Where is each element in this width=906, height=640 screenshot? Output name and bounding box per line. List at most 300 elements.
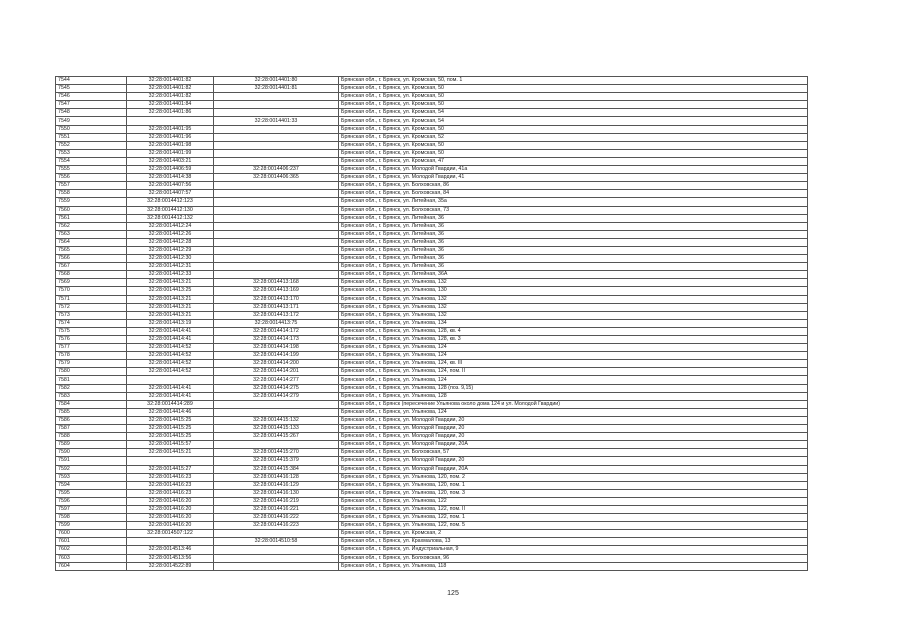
parcel-number-cell [127, 117, 214, 125]
parcel-number-cell: 32:28:0014414:289 [127, 400, 214, 408]
row-number-cell: 7604 [56, 562, 127, 570]
table-row [56, 562, 808, 570]
row-number-cell: 7571 [56, 295, 127, 303]
parcel-number-cell: 32:28:0014401:99 [127, 149, 214, 157]
address-cell: Брянская обл., г. Брянск, ул. Кромская, 54 [339, 117, 808, 125]
row-number-cell: 7549 [56, 117, 127, 125]
row-number-cell: 7548 [56, 109, 127, 117]
building-number-cell: 32:28:0014413:171 [214, 303, 339, 311]
table-row [56, 77, 808, 85]
table-row [56, 287, 808, 295]
building-number-cell: 32:28:0014415:132 [214, 416, 339, 424]
building-number-cell [214, 190, 339, 198]
row-number-cell: 7598 [56, 514, 127, 522]
parcel-number-cell: 32:28:0014413:25 [127, 287, 214, 295]
building-number-cell [214, 554, 339, 562]
parcel-number-cell: 32:28:0014412:28 [127, 238, 214, 246]
table-row [56, 182, 808, 190]
building-number-cell [214, 206, 339, 214]
address-cell: Брянская обл., г. Брянск, ул. Болховская, 57 [339, 449, 808, 457]
building-number-cell [214, 230, 339, 238]
building-number-cell: 32:28:0014413:168 [214, 279, 339, 287]
table-row [56, 133, 808, 141]
parcel-number-cell: 32:28:0014414:41 [127, 327, 214, 335]
building-number-cell [214, 109, 339, 117]
parcel-number-cell: 32:28:0014416:23 [127, 489, 214, 497]
row-number-cell: 7597 [56, 505, 127, 513]
building-number-cell: 32:28:0014416:222 [214, 514, 339, 522]
row-number-cell: 7574 [56, 319, 127, 327]
parcel-number-cell: 32:28:0014412:130 [127, 206, 214, 214]
address-cell: Брянская обл., г. Брянск, ул. Кромская, 50 [339, 141, 808, 149]
parcel-number-cell: 32:28:0014412:26 [127, 230, 214, 238]
building-number-cell [214, 271, 339, 279]
address-cell: Брянская обл., г. Брянск, ул. Ульянова, 120, пом. 3 [339, 489, 808, 497]
row-number-cell: 7581 [56, 376, 127, 384]
address-cell: Брянская обл., г. Брянск, ул. Болховская, 84 [339, 190, 808, 198]
building-number-cell [214, 222, 339, 230]
address-cell: Брянская обл., г. Брянск, ул. Молодой Гвардии, 20 [339, 457, 808, 465]
row-number-cell: 7578 [56, 352, 127, 360]
parcel-number-cell: 32:28:0014414:41 [127, 392, 214, 400]
page-number: 125 [447, 590, 459, 597]
building-number-cell: 32:28:0014414:279 [214, 392, 339, 400]
table-row [56, 425, 808, 433]
parcel-number-cell: 32:28:0014401:98 [127, 141, 214, 149]
parcel-number-cell: 32:28:0014416:20 [127, 505, 214, 513]
building-number-cell: 32:28:0014414:275 [214, 384, 339, 392]
building-number-cell [214, 263, 339, 271]
building-number-cell: 32:28:0014415:267 [214, 433, 339, 441]
table-row [56, 279, 808, 287]
row-number-cell: 7603 [56, 554, 127, 562]
row-number-cell: 7568 [56, 271, 127, 279]
address-cell: Брянская обл., г. Брянск, ул. Молодой Гвардии, 20 [339, 433, 808, 441]
table-row [56, 514, 808, 522]
table-row [56, 538, 808, 546]
row-number-cell: 7588 [56, 433, 127, 441]
building-number-cell: 32:28:0014414:201 [214, 368, 339, 376]
table-row [56, 117, 808, 125]
building-number-cell: 32:28:0014406:237 [214, 166, 339, 174]
table-row [56, 295, 808, 303]
building-number-cell: 32:28:0014416:219 [214, 497, 339, 505]
parcel-number-cell: 32:28:0014401:95 [127, 125, 214, 133]
row-number-cell: 7554 [56, 157, 127, 165]
parcel-number-cell: 32:28:0014415:25 [127, 425, 214, 433]
row-number-cell: 7601 [56, 538, 127, 546]
table-row [56, 157, 808, 165]
row-number-cell: 7570 [56, 287, 127, 295]
address-cell: Брянская обл., г. Брянск, ул. Ульянова, 118 [339, 562, 808, 570]
parcel-number-cell: 32:28:0014416:20 [127, 497, 214, 505]
building-number-cell: 32:28:0014406:365 [214, 174, 339, 182]
parcel-number-cell: 32:28:0014414:52 [127, 360, 214, 368]
row-number-cell: 7561 [56, 214, 127, 222]
row-number-cell: 7563 [56, 230, 127, 238]
row-number-cell: 7585 [56, 408, 127, 416]
parcel-number-cell: 32:28:0014407:56 [127, 182, 214, 190]
row-number-cell: 7557 [56, 182, 127, 190]
building-number-cell [214, 101, 339, 109]
table-row [56, 457, 808, 465]
building-number-cell: 32:28:0014414:199 [214, 352, 339, 360]
table-row [56, 400, 808, 408]
building-number-cell [214, 93, 339, 101]
address-cell: Брянская обл., г. Брянск, ул. Ульянова, 122, пом. 5 [339, 522, 808, 530]
table-row [56, 360, 808, 368]
row-number-cell: 7559 [56, 198, 127, 206]
parcel-number-cell: 32:28:0014413:19 [127, 319, 214, 327]
address-cell: Брянская обл., г. Брянск, ул. Индустриальная, 9 [339, 546, 808, 554]
table-row [56, 449, 808, 457]
address-cell: Брянская обл., г. Брянск, ул. Ульянова, 130 [339, 287, 808, 295]
parcel-number-cell: 32:28:0014415:57 [127, 441, 214, 449]
building-number-cell: 32:28:0014414:198 [214, 344, 339, 352]
building-number-cell: 32:28:0014415:384 [214, 465, 339, 473]
parcel-number-cell: 32:28:0014401:84 [127, 101, 214, 109]
building-number-cell: 32:28:0014415:270 [214, 449, 339, 457]
table-row [56, 109, 808, 117]
parcel-number-cell: 32:28:0014513:56 [127, 554, 214, 562]
row-number-cell: 7576 [56, 336, 127, 344]
row-number-cell: 7590 [56, 449, 127, 457]
building-number-cell [214, 546, 339, 554]
parcel-number-cell: 32:28:0014415:27 [127, 465, 214, 473]
parcel-number-cell: 32:28:0014522:89 [127, 562, 214, 570]
table-row [56, 149, 808, 157]
table-row [56, 101, 808, 109]
address-cell: Брянская обл., г. Брянск, ул. Ульянова, 128, кв. 3 [339, 336, 808, 344]
address-cell: Брянская обл., г. Брянск, ул. Ульянова, 124 [339, 344, 808, 352]
parcel-number-cell: 32:28:0014413:21 [127, 303, 214, 311]
address-cell: Брянская обл., г. Брянск, ул. Крахмалова, 13 [339, 538, 808, 546]
parcel-number-cell: 32:28:0014414:46 [127, 408, 214, 416]
row-number-cell: 7547 [56, 101, 127, 109]
address-cell: Брянская обл., г. Брянск, ул. Молодой Гвардии, 41а [339, 166, 808, 174]
table-body [56, 77, 808, 571]
address-cell: Брянская обл., г. Брянск, ул. Ульянова, 120, пом. 2 [339, 473, 808, 481]
table-row [56, 352, 808, 360]
table-row [56, 441, 808, 449]
parcel-number-cell: 32:28:0014407:57 [127, 190, 214, 198]
row-number-cell: 7582 [56, 384, 127, 392]
parcel-number-cell: 32:28:0014401:86 [127, 109, 214, 117]
table-row [56, 384, 808, 392]
parcel-number-cell [127, 457, 214, 465]
parcel-number-cell: 32:28:0014416:20 [127, 522, 214, 530]
parcel-number-cell: 32:28:0014401:82 [127, 85, 214, 93]
cadastral-table [55, 76, 808, 571]
building-number-cell [214, 400, 339, 408]
address-cell: Брянская обл., г. Брянск, ул. Ульянова, 128 (поз. 9,15) [339, 384, 808, 392]
address-cell: Брянская обл., г. Брянск, ул. Литейная, 36 [339, 255, 808, 263]
address-cell: Брянская обл., г. Брянск, ул. Кромская, 50, пом. 1 [339, 77, 808, 85]
table-row [56, 465, 808, 473]
building-number-cell [214, 182, 339, 190]
row-number-cell: 7573 [56, 311, 127, 319]
building-number-cell [214, 125, 339, 133]
parcel-number-cell: 32:28:0014412:33 [127, 271, 214, 279]
building-number-cell: 32:28:0014413:172 [214, 311, 339, 319]
table-row [56, 392, 808, 400]
parcel-number-cell: 32:28:0014416:23 [127, 481, 214, 489]
building-number-cell: 32:28:0014510:58 [214, 538, 339, 546]
parcel-number-cell: 32:28:0014415:25 [127, 433, 214, 441]
parcel-number-cell: 32:28:0014413:21 [127, 311, 214, 319]
table-row [56, 530, 808, 538]
building-number-cell: 32:28:0014401:80 [214, 77, 339, 85]
table-row [56, 166, 808, 174]
table-row [56, 376, 808, 384]
address-cell: Брянская обл., г. Брянск, ул. Литейная, 36 [339, 222, 808, 230]
parcel-number-cell: 32:28:0014401:82 [127, 93, 214, 101]
address-cell: Брянская обл., г. Брянск, ул. Литейная, 36 [339, 238, 808, 246]
building-number-cell [214, 141, 339, 149]
row-number-cell: 7602 [56, 546, 127, 554]
row-number-cell: 7553 [56, 149, 127, 157]
parcel-number-cell: 32:28:0014403:21 [127, 157, 214, 165]
row-number-cell: 7594 [56, 481, 127, 489]
row-number-cell: 7583 [56, 392, 127, 400]
address-cell: Брянская обл., г. Брянск, ул. Ульянова, 134 [339, 319, 808, 327]
parcel-number-cell: 32:28:0014414:52 [127, 352, 214, 360]
table-row [56, 198, 808, 206]
building-number-cell: 32:28:0014414:277 [214, 376, 339, 384]
address-cell: Брянская обл., г. Брянск, ул. Кромская, 47 [339, 157, 808, 165]
row-number-cell: 7555 [56, 166, 127, 174]
table-row [56, 174, 808, 182]
address-cell: Брянская обл., г. Брянск (пересечение Ульянова около дома 124 и ул. Молодой Гвардии) [339, 400, 808, 408]
parcel-number-cell: 32:28:0014415:25 [127, 416, 214, 424]
row-number-cell: 7579 [56, 360, 127, 368]
table-row [56, 546, 808, 554]
address-cell: Брянская обл., г. Брянск, ул. Ульянова, 120, пом. 1 [339, 481, 808, 489]
row-number-cell: 7592 [56, 465, 127, 473]
table-row [56, 481, 808, 489]
parcel-number-cell: 32:28:0014415:21 [127, 449, 214, 457]
building-number-cell: 32:28:0014416:223 [214, 522, 339, 530]
table-row [56, 263, 808, 271]
table-row [56, 319, 808, 327]
address-cell: Брянская обл., г. Брянск, ул. Ульянова, 132 [339, 303, 808, 311]
address-cell: Брянская обл., г. Брянск, ул. Литейная, 35а [339, 198, 808, 206]
table-row [56, 408, 808, 416]
table-row [56, 255, 808, 263]
building-number-cell [214, 133, 339, 141]
row-number-cell: 7565 [56, 246, 127, 254]
address-cell: Брянская обл., г. Брянск, ул. Ульянова, 128, кв. 4 [339, 327, 808, 335]
table-row [56, 222, 808, 230]
parcel-number-cell [127, 538, 214, 546]
parcel-number-cell: 32:28:0014513:46 [127, 546, 214, 554]
table-row [56, 433, 808, 441]
address-cell: Брянская обл., г. Брянск, ул. Ульянова, 122 [339, 497, 808, 505]
address-cell: Брянская обл., г. Брянск, ул. Литейная, 36А [339, 271, 808, 279]
table-row [56, 311, 808, 319]
address-cell: Брянская обл., г. Брянск, ул. Болховская, 73 [339, 206, 808, 214]
address-cell: Брянская обл., г. Брянск, ул. Молодой Гвардии, 20А [339, 465, 808, 473]
parcel-number-cell: 32:28:0014416:23 [127, 473, 214, 481]
parcel-number-cell: 32:28:0014416:20 [127, 514, 214, 522]
building-number-cell: 32:28:0014413:169 [214, 287, 339, 295]
table-row [56, 554, 808, 562]
address-cell: Брянская обл., г. Брянск, ул. Литейная, 36 [339, 246, 808, 254]
address-cell: Брянская обл., г. Брянск, ул. Ульянова, 122, пом. II [339, 505, 808, 513]
address-cell: Брянская обл., г. Брянск, ул. Литейная, 36 [339, 214, 808, 222]
address-cell: Брянская обл., г. Брянск, ул. Кромская, 50 [339, 101, 808, 109]
parcel-number-cell: 32:28:0014414:52 [127, 344, 214, 352]
building-number-cell [214, 198, 339, 206]
row-number-cell: 7572 [56, 303, 127, 311]
building-number-cell: 32:28:0014416:130 [214, 489, 339, 497]
row-number-cell: 7552 [56, 141, 127, 149]
address-cell: Брянская обл., г. Брянск, ул. Болховская, 96 [339, 554, 808, 562]
row-number-cell: 7586 [56, 416, 127, 424]
address-cell: Брянская обл., г. Брянск, ул. Молодой Гвардии, 20 [339, 416, 808, 424]
table-row [56, 344, 808, 352]
row-number-cell: 7577 [56, 344, 127, 352]
row-number-cell: 7564 [56, 238, 127, 246]
address-cell: Брянская обл., г. Брянск, ул. Кромская, 2 [339, 530, 808, 538]
table-row [56, 303, 808, 311]
address-cell: Брянская обл., г. Брянск, ул. Ульянова, 132 [339, 279, 808, 287]
building-number-cell [214, 214, 339, 222]
address-cell: Брянская обл., г. Брянск, ул. Молодой Гвардии, 41 [339, 174, 808, 182]
row-number-cell: 7545 [56, 85, 127, 93]
building-number-cell: 32:28:0014414:200 [214, 360, 339, 368]
row-number-cell: 7546 [56, 93, 127, 101]
parcel-number-cell: 32:28:0014412:24 [127, 222, 214, 230]
row-number-cell: 7593 [56, 473, 127, 481]
row-number-cell: 7544 [56, 77, 127, 85]
building-number-cell: 32:28:0014415:379 [214, 457, 339, 465]
building-number-cell [214, 149, 339, 157]
address-cell: Брянская обл., г. Брянск, ул. Ульянова, 124 [339, 408, 808, 416]
parcel-number-cell: 32:28:0014414:38 [127, 174, 214, 182]
row-number-cell: 7587 [56, 425, 127, 433]
building-number-cell: 32:28:0014416:221 [214, 505, 339, 513]
row-number-cell: 7575 [56, 327, 127, 335]
table-row [56, 327, 808, 335]
row-number-cell: 7550 [56, 125, 127, 133]
parcel-number-cell: 32:28:0014412:123 [127, 198, 214, 206]
building-number-cell [214, 562, 339, 570]
parcel-number-cell: 32:28:0014412:29 [127, 246, 214, 254]
building-number-cell [214, 408, 339, 416]
building-number-cell [214, 255, 339, 263]
address-cell: Брянская обл., г. Брянск, ул. Ульянова, 122, пом. 1 [339, 514, 808, 522]
table-row [56, 336, 808, 344]
table-row [56, 141, 808, 149]
parcel-number-cell: 32:28:0014401:96 [127, 133, 214, 141]
address-cell: Брянская обл., г. Брянск, ул. Кромская, 50 [339, 93, 808, 101]
table-row [56, 125, 808, 133]
building-number-cell [214, 530, 339, 538]
building-number-cell [214, 157, 339, 165]
building-number-cell: 32:28:0014413:75 [214, 319, 339, 327]
row-number-cell: 7584 [56, 400, 127, 408]
address-cell: Брянская обл., г. Брянск, ул. Кромская, 50 [339, 149, 808, 157]
building-number-cell: 32:28:0014414:173 [214, 336, 339, 344]
address-cell: Брянская обл., г. Брянск, ул. Ульянова, 124 [339, 352, 808, 360]
row-number-cell: 7589 [56, 441, 127, 449]
building-number-cell: 32:28:0014413:170 [214, 295, 339, 303]
table-row [56, 230, 808, 238]
table-row [56, 246, 808, 254]
parcel-number-cell: 32:28:0014414:41 [127, 384, 214, 392]
address-cell: Брянская обл., г. Брянск, ул. Кромская, 50 [339, 85, 808, 93]
row-number-cell: 7596 [56, 497, 127, 505]
parcel-number-cell: 32:28:0014507:122 [127, 530, 214, 538]
table-row [56, 206, 808, 214]
table-row [56, 93, 808, 101]
row-number-cell: 7560 [56, 206, 127, 214]
parcel-number-cell: 32:28:0014412:30 [127, 255, 214, 263]
address-cell: Брянская обл., г. Брянск, ул. Болховская, 86 [339, 182, 808, 190]
table-row [56, 368, 808, 376]
row-number-cell: 7562 [56, 222, 127, 230]
address-cell: Брянская обл., г. Брянск, ул. Ульянова, 132 [339, 295, 808, 303]
table-row [56, 473, 808, 481]
table-row [56, 190, 808, 198]
table-row [56, 271, 808, 279]
building-number-cell: 32:28:0014401:81 [214, 85, 339, 93]
building-number-cell: 32:28:0014416:129 [214, 481, 339, 489]
parcel-number-cell: 32:28:0014401:82 [127, 77, 214, 85]
row-number-cell: 7580 [56, 368, 127, 376]
building-number-cell [214, 246, 339, 254]
address-cell: Брянская обл., г. Брянск, ул. Молодой Гвардии, 20А [339, 441, 808, 449]
table-row [56, 522, 808, 530]
address-cell: Брянская обл., г. Брянск, ул. Кромская, 50 [339, 125, 808, 133]
parcel-number-cell: 32:28:0014412:132 [127, 214, 214, 222]
building-number-cell: 32:28:0014414:172 [214, 327, 339, 335]
parcel-number-cell: 32:28:0014413:21 [127, 279, 214, 287]
table-row [56, 238, 808, 246]
address-cell: Брянская обл., г. Брянск, ул. Ульянова, 124, пом. II [339, 368, 808, 376]
building-number-cell [214, 441, 339, 449]
row-number-cell: 7551 [56, 133, 127, 141]
address-cell: Брянская обл., г. Брянск, ул. Литейная, 36 [339, 263, 808, 271]
parcel-number-cell: 32:28:0014406:59 [127, 166, 214, 174]
row-number-cell: 7600 [56, 530, 127, 538]
address-cell: Брянская обл., г. Брянск, ул. Ульянова, 124, кв. III [339, 360, 808, 368]
table-row [56, 497, 808, 505]
row-number-cell: 7591 [56, 457, 127, 465]
address-cell: Брянская обл., г. Брянск, ул. Ульянова, 124 [339, 376, 808, 384]
address-cell: Брянская обл., г. Брянск, ул. Ульянова, 128 [339, 392, 808, 400]
address-cell: Брянская обл., г. Брянск, ул. Кромская, 52 [339, 133, 808, 141]
parcel-number-cell: 32:28:0014414:41 [127, 336, 214, 344]
address-cell: Брянская обл., г. Брянск, ул. Литейная, 36 [339, 230, 808, 238]
address-cell: Брянская обл., г. Брянск, ул. Молодой Гвардии, 20 [339, 425, 808, 433]
parcel-number-cell [127, 376, 214, 384]
row-number-cell: 7556 [56, 174, 127, 182]
parcel-number-cell: 32:28:0014413:21 [127, 295, 214, 303]
building-number-cell: 32:28:0014415:133 [214, 425, 339, 433]
table-row [56, 505, 808, 513]
row-number-cell: 7569 [56, 279, 127, 287]
row-number-cell: 7595 [56, 489, 127, 497]
address-cell: Брянская обл., г. Брянск, ул. Ульянова, 132 [339, 311, 808, 319]
table-row [56, 85, 808, 93]
building-number-cell [214, 238, 339, 246]
row-number-cell: 7566 [56, 255, 127, 263]
row-number-cell: 7567 [56, 263, 127, 271]
building-number-cell: 32:28:0014401:33 [214, 117, 339, 125]
table-row [56, 214, 808, 222]
